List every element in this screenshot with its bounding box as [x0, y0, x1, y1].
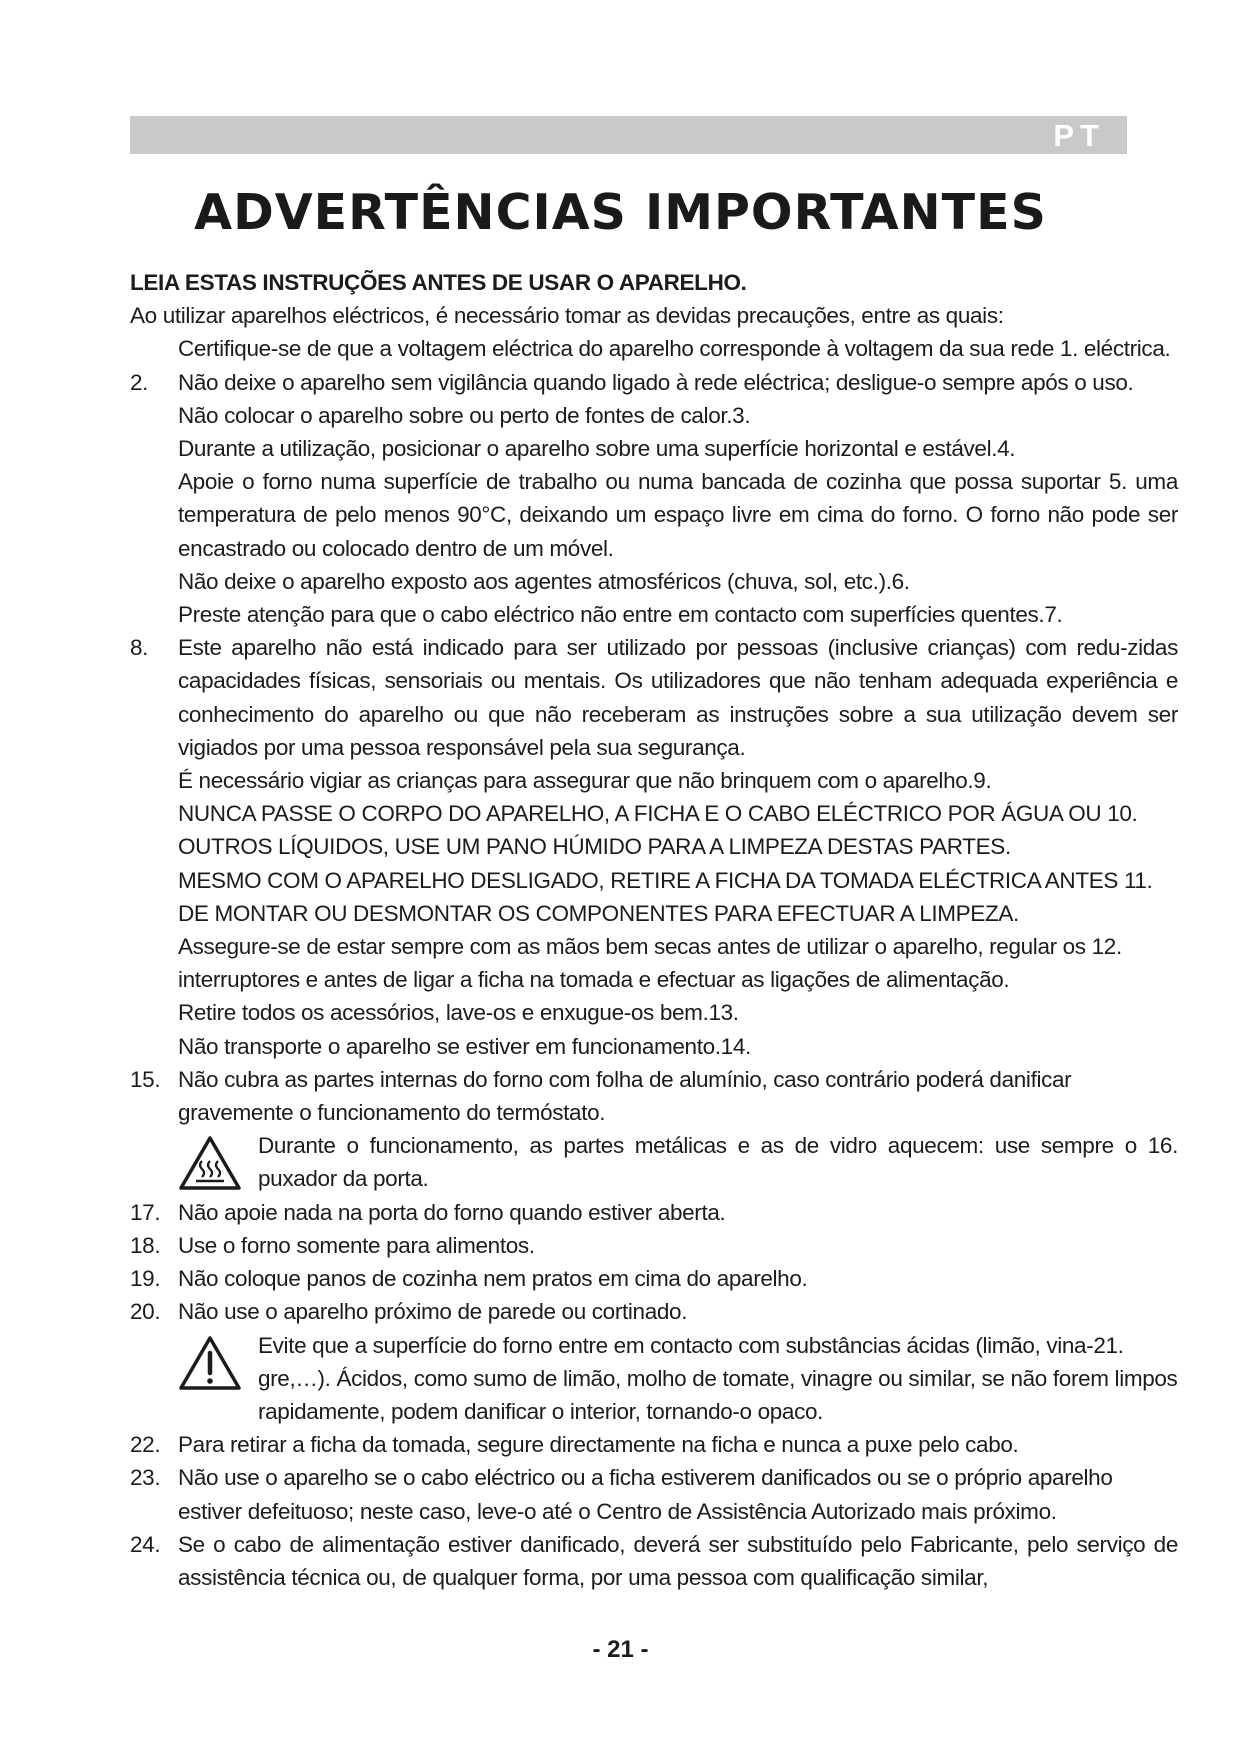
list-item: 20. Não use o aparelho próximo de parede ou cortinado.	[130, 1299, 688, 1325]
list-item: Preste atenção para que o cabo eléctrico não entre em contacto com superfícies quentes.7.	[178, 602, 1063, 628]
intro-text: Ao utilizar aparelhos eléctricos, é necessário tomar as devidas precauções, entre as quais:	[130, 303, 1004, 329]
hot-surface-warning-text: Durante o funcionamento, as partes metálicas e as de vidro aquecem: use sempre o 16. puxador da porta.	[258, 1133, 1178, 1192]
list-item: 19. Não coloque panos de cozinha nem pratos em cima do aparelho.	[130, 1266, 808, 1292]
warnings-content	[130, 266, 1178, 1594]
subheading: LEIA ESTAS INSTRUÇÕES ANTES DE USAR O APARELHO.	[130, 270, 747, 295]
list-item: 24. Se o cabo de alimentação estiver danificado, deverá ser substituído pelo Fabricante, pelo serviço de assistência técnica ou, de qualquer forma, por uma pessoa com qualificação similar,	[130, 1531, 1178, 1590]
page-number: - 21 -	[592, 1636, 649, 1663]
list-item: 17. Não apoie nada na porta do forno quando estiver aberta.	[130, 1199, 726, 1225]
list-item: Certifique-se de que a voltagem eléctrica do aparelho corresponde à voltagem da sua rede 1. eléctrica.	[178, 336, 1171, 362]
list-item: Retire todos os acessórios, lave-os e enxugue-os bem.13.	[178, 1000, 739, 1026]
list-item: 8. Este aparelho não está indicado para ser utilizado por pessoas (inclusive crianças) com redu-zidas capacidades físicas, sensoriais ou mentais. Os utilizadores que não tenham adequada experiência e conhecimento do aparelho ou que não receberam as instruções sobre a sua utilização devem ser vigiados por uma pessoa responsável pela sua segurança.	[130, 635, 1178, 760]
language-header-bar	[130, 116, 1127, 154]
list-item: Não colocar o aparelho sobre ou perto de fontes de calor.3.	[178, 402, 751, 428]
list-item: Não transporte o aparelho se estiver em funcionamento.14.	[178, 1033, 751, 1059]
list-item: Assegure-se de estar sempre com as mãos bem secas antes de utilizar o aparelho, regular os 12. interruptores e antes de ligar a ficha na tomada e efectuar as ligações de alimentação.	[178, 934, 1122, 993]
hot-surface-warning	[130, 1129, 1178, 1195]
list-item: MESMO COM O APARELHO DESLIGADO, RETIRE A FICHA DA TOMADA ELÉCTRICA ANTES 11. DE MONTAR OU DESMONTAR OS COMPONENTES PARA EFECTUAR A LIMPEZA.	[178, 867, 1153, 926]
acid-warning-text: Evite que a superfície do forno entre em contacto com substâncias ácidas (limão, vina-21. gre,…). Ácidos, como sumo de limão, molho de tomate, vinagre ou similar, se não forem limpos rapidamente, podem danificar o interior, tornando-o opaco.	[258, 1332, 1178, 1424]
caution-warning-icon	[178, 1335, 242, 1391]
list-item: É necessário vigiar as crianças para assegurar que não brinquem com o aparelho.9.	[178, 768, 992, 794]
list-item: 23. Não use o aparelho se o cabo eléctrico ou a ficha estiverem danificados ou se o próprio aparelho estiver defeituoso; neste caso, leve-o até o Centro de Assistência Autorizado mais próximo.	[130, 1465, 1113, 1524]
list-item: 22. Para retirar a ficha da tomada, segure directamente na ficha e nunca a puxe pelo cabo.	[130, 1432, 1019, 1458]
hot-surface-warning-icon	[178, 1135, 242, 1191]
list-item: 18. Use o forno somente para alimentos.	[130, 1232, 535, 1258]
list-item: Não deixe o aparelho exposto aos agentes atmosféricos (chuva, sol, etc.).6.	[178, 568, 910, 594]
list-item: Apoie o forno numa superfície de trabalho ou numa bancada de cozinha que possa suportar 5. uma temperatura de pelo menos 90°C, deixando um espaço livre em cima do forno. O forno não pode ser encastrado ou colocado dentro de um móvel.	[178, 469, 1178, 561]
list-item: 2. Não deixe o aparelho sem vigilância quando ligado à rede eléctrica; desligue-o sempre após o uso.	[130, 369, 1134, 395]
list-item: 15. Não cubra as partes internas do forno com folha de alumínio, caso contrário poderá danificar gravemente o funcionamento do termóstato.	[130, 1066, 1072, 1126]
list-item: NUNCA PASSE O CORPO DO APARELHO, A FICHA E O CABO ELÉCTRICO POR ÁGUA OU 10. OUTROS LÍQUIDOS, USE UM PANO HÚMIDO PARA A LIMPEZA DESTAS PARTES.	[178, 801, 1138, 860]
page-title: ADVERTÊNCIAS IMPORTANTES	[194, 184, 1047, 241]
list-item: Durante a utilização, posicionar o aparelho sobre uma superfície horizontal e estável.4.	[178, 436, 1016, 462]
language-label: PT	[1053, 118, 1105, 153]
acid-warning	[130, 1329, 1178, 1429]
